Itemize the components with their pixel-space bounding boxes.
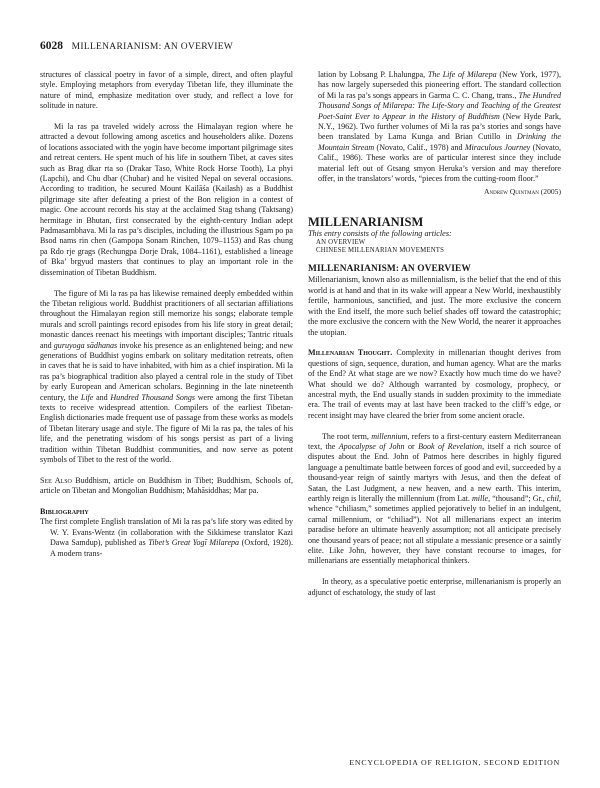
paragraph: The root term, millennium, refers to a first-century eastern Mediterranean text, the Apocalypse of John or Book of Revelation, itself a rich source of disputes about the End. John of Patmos here describes in highly figured language a penultimate battle between forces of good and evil, succeeded by a thousand-year reign of saintly martyrs with Jesus, and then the defeat of Satan, the Last Judgment, a new heaven, and a new earth. This interim, earthly reign is literally the millennium (from Lat. mille, “thousand”; Gr., chil, whence “chiliasm,” sometimes applied pejoratively to belief in an indulgent, carnal millennium, or “chiliad”). Not all millenarians expect an interim paradise before an ultimate heavenly assumption; not all anticipate precisely one thousand years of peace; not all stipulate a messianic presence or a saintly elite. Like John, however, they have constant recourse to images, for millenarians are essentially metaphorical thinkers. (308, 431, 561, 566)
author-signature: Andrew Quintman (2005) (484, 187, 561, 197)
paragraph: Mi la ras pa traveled widely across the Himalayan region where he attracted a devout following among ascetics and householders alike. Dozens of locations associated with the yogin have become important pilgrimage sites and retreat centers. He spent much of his life in southern Tibet, at caves sites such as Brag dkar rta so (Drakar Taso, White Rock Horse Tooth), La phyi (Lapchi), and Chu dbar (Chubar) and he visited Nepal on several occasions. According to tradition, he secured Mount Kailāśa (Kailash) as a Buddhist pilgrimage site after defeating a priest of the Bon religion in a contest of magic. One account records his stay at the acclaimed Stag tshang (Taktsang) hermitage in Bhutan, first consecrated by the eighth-century Indian adept Padmasambhava. Mi la ras pa’s disciples, including the illustrious Sgam po pa Bsod nams rin chen (Gampopa Sonam Rinchen, 1079–1153) and Ras chung pa Rdo rje grags (Rechungpa Dorje Drak, 1084–1161), established a lineage of Bka’ brgyud masters that continues to play an important role in the dissemination of Tibetan Buddhism. (40, 122, 293, 277)
bibliography-entry: lation by Lobsang P. Lhalungpa, The Life of Milarepa (New York, 1977), has now largely superseded this pioneering effort. The standard collection of Mi la ras pa’s songs appears in Garma C. C. Chang, trans., The Hundred Thousand Songs of Milarepa: The Life-Story and Teaching of the Greatest Poet-Saint Ever to Appear in the History of Buddhism (New Hyde Park, N.Y., 1962). Two further volumes of Mi la ras pa’s stories and songs have been translated by Lama Kunga and Brian Cutillo in Drinking the Mountain Stream (Novato, Calif., 1978) and Miraculous Journey (Novato, Calif., 1986). These works are of particular interest since they include material left out of Gtsang smyon Heruka’s version and may therefore offer, in the translators’ words, “pieces from the cutting-room floor.” (318, 70, 562, 184)
section-title: MILLENARIANISM: AN OVERVIEW (308, 264, 471, 275)
page-footer: ENCYCLOPEDIA OF RELIGION, SECOND EDITION (349, 758, 560, 767)
article-list-item: AN OVERVIEW (316, 238, 366, 246)
entry-intro: This entry consists of the following articles: (308, 228, 452, 238)
page-number: 6028 (40, 40, 63, 52)
article-list-item: CHINESE MILLENARIAN MOVEMENTS (316, 247, 445, 255)
see-also: See Also Buddhism, article on Buddhism in Tibet; Buddhism, Schools of, article on Tibetan and Mongolian Buddhism; Mahāsiddhas; Mar pa. (40, 475, 293, 496)
subheading: Millenarian Thought. (308, 348, 393, 358)
lead-paragraph: Millenarianism, known also as millennialism, is the belief that the end of this world is at hand and that in its wake will appear a New World, inexhaustibly fertile, harmonious, sanctified, and just. The more exclusive the concern with the End itself, the more such belief shades off toward the catastrophic; the more exclusive the concern with the New World, the nearer it approaches the utopian. (308, 275, 561, 337)
paragraph: In theory, as a speculative poetic enterprise, millenarianism is properly an adjunct of eschatology, the study of last (308, 577, 561, 597)
bibliography-entry: The first complete English translation of Mi la ras pa’s life story was edited by W. Y. Evans-Wentz (in collaboration with the Sikkimese translator Kazi Dawa Samdup), published as Tibet’s Great Yogī Milarepa (Oxford, 1928). A modern trans- (40, 517, 293, 558)
entry-title: MILLENARIANISM (308, 214, 424, 229)
running-title: MILLENARIANISM: AN OVERVIEW (71, 42, 234, 52)
paragraph: The figure of Mi la ras pa has likewise remained deeply embedded within the Tibetan religious world. Buddhist practitioners of all sectarian affiliations throughout the Himalayan region still memorize his songs; elaborate temple murals and scroll paintings record episodes from his life story in great detail; monastic dances reenact his meetings with important disciples; Tantric rituals and guruyoga sādhanas invoke his presence as an enlightened being; and new generations of Buddhist yogins embark on solitary meditation retreats, often in caves that he is said to have inhabited, with him as a chief inspiration. Mi la ras pa’s biographical tradition also played a central role in the study of Tibet by early European and American scholars. Beginning in the late nineteenth century, the Life and Hundred Thousand Songs were among the first Tibetan texts to receive widespread attention. Compilers of the earliest Tibetan-English dictionaries made frequent use of passage from these works as models of Tibetan literary usage and style. The figure of Mi la ras pa, the tales of his life, and the penetrating wisdom of his songs persist as part of a living tradition within Tibetan Buddhist communities, and now serve as potent symbols of Tibet to the rest of the world. (40, 288, 293, 464)
bibliography-continued (308, 70, 561, 184)
paragraph: Millenarian Thought. Complexity in millenarian thought derives from questions of sign, sequence, duration, and human agency. What are the marks of the End? At what stage are we now? Exactly how much time do we have? What should we do? Although warranted by cosmology, prophecy, or ancestral myth, the End usually stands in sudden proximity to the immediate era. The trail of events may at last have been tracked to the cliff’s edge, or recent insight may have cleared the brier from some ancient oracle. (308, 348, 561, 420)
paragraph: structures of classical poetry in favor of a simple, direct, and often playful style. Employing metaphors from everyday Tibetan life, they illuminate the nature of mind, emphasize meditation over study, and reflect a love for solitude in nature. (40, 70, 293, 111)
left-column (40, 70, 293, 559)
right-column (308, 70, 561, 598)
bibliography-heading: Bibliography (40, 507, 89, 516)
bibliography (40, 517, 293, 559)
see-also-label: See Also (40, 475, 72, 485)
page-header (40, 40, 233, 52)
